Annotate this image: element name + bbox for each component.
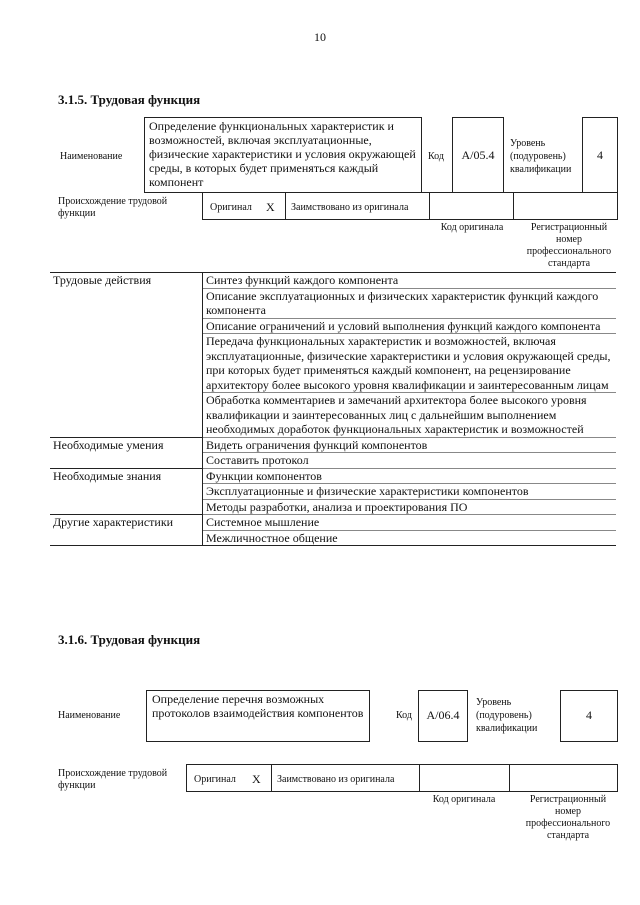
divider [429,193,430,219]
category-label: Необходимые знания [50,468,203,515]
table-cell: Методы разработки, анализа и проектирования ПО [203,499,617,515]
table-row [50,273,616,289]
actions-table [50,272,616,546]
table-row [50,515,616,531]
level-label: Уровень (подуровень) квалификации [476,697,538,734]
origin-label: Происхождение трудовой функции [58,768,168,791]
table-cell: Составить протокол [203,453,617,469]
origin-row [186,764,618,792]
category-label: Трудовые действия [50,273,203,438]
table-row [50,468,616,484]
table-cell: Межличностное общение [203,530,617,546]
borrowed-label: Заимствовано из оригинала [277,774,395,785]
divider [419,765,420,791]
table-cell: Описание ограничений и условий выполнения функций каждого компонента [203,318,617,334]
name-label: Наименование [58,710,121,721]
code-label: Код [396,710,412,721]
table-cell: Эксплуатационные и физические характеристики компонентов [203,484,617,500]
table-cell: Передача функциональных характеристик и возможностей, включая эксплуатационные, физические характеристики и условия окружающей среды, при которых будет применяться каждый компонент, на рецензирование архитектору более высокого уровня квалификации и заинтересованным лицам [203,334,617,393]
page-number: 10 [314,30,326,44]
table-cell: Функции компонентов [203,468,617,484]
code-value: A/06.4 [418,690,468,742]
divider [271,765,272,791]
category-label: Необходимые умения [50,437,203,468]
table-cell: Описание эксплуатационных и физических характеристик функций каждого компонента [203,288,617,318]
original-label: Оригинал [210,202,252,213]
function-name: Определение функциональных характеристик и возможностей, включая эксплуатационные, физические характеристики и условия окружающей среды, в которых будет применяться каждый компонент [144,117,422,193]
table-cell: Видеть ограничения функций компонентов [203,437,617,453]
borrowed-label: Заимствовано из оригинала [291,202,409,213]
level-label: Уровень (подуровень) квалификации [510,138,572,175]
section-heading: 3.1.5. Трудовая функция [58,92,201,107]
original-label: Оригинал [194,774,236,785]
code-value: A/05.4 [452,117,504,193]
reg-caption: Регистрационный номер профессионального стандарта [525,794,611,841]
code-label: Код [428,151,444,162]
orig-code-caption: Код оригинала [440,222,504,233]
category-label: Другие характеристики [50,515,203,546]
original-mark: X [266,200,275,214]
original-mark: X [252,772,261,786]
section-heading: 3.1.6. Трудовая функция [58,632,201,647]
table-cell: Обработка комментариев и замечаний архитектора более высокого уровня квалификации и заинтересованных лиц с дальнейшим выполнением необходимых доработок функциональных характеристик и возможностей [203,393,617,438]
origin-row [202,192,618,220]
name-label: Наименование [60,151,123,162]
level-value: 4 [560,690,618,742]
orig-code-caption: Код оригинала [432,794,496,805]
table-row [50,437,616,453]
table-cell: Системное мышление [203,515,617,531]
divider [509,765,510,791]
divider [513,193,514,219]
table-cell: Синтез функций каждого компонента [203,273,617,289]
origin-label: Происхождение трудовой функции [58,196,168,219]
function-name: Определение перечня возможных протоколов взаимодействия компонентов [146,690,370,742]
reg-caption: Регистрационный номер профессионального стандарта [526,222,612,269]
level-value: 4 [582,117,618,193]
divider [285,193,286,219]
